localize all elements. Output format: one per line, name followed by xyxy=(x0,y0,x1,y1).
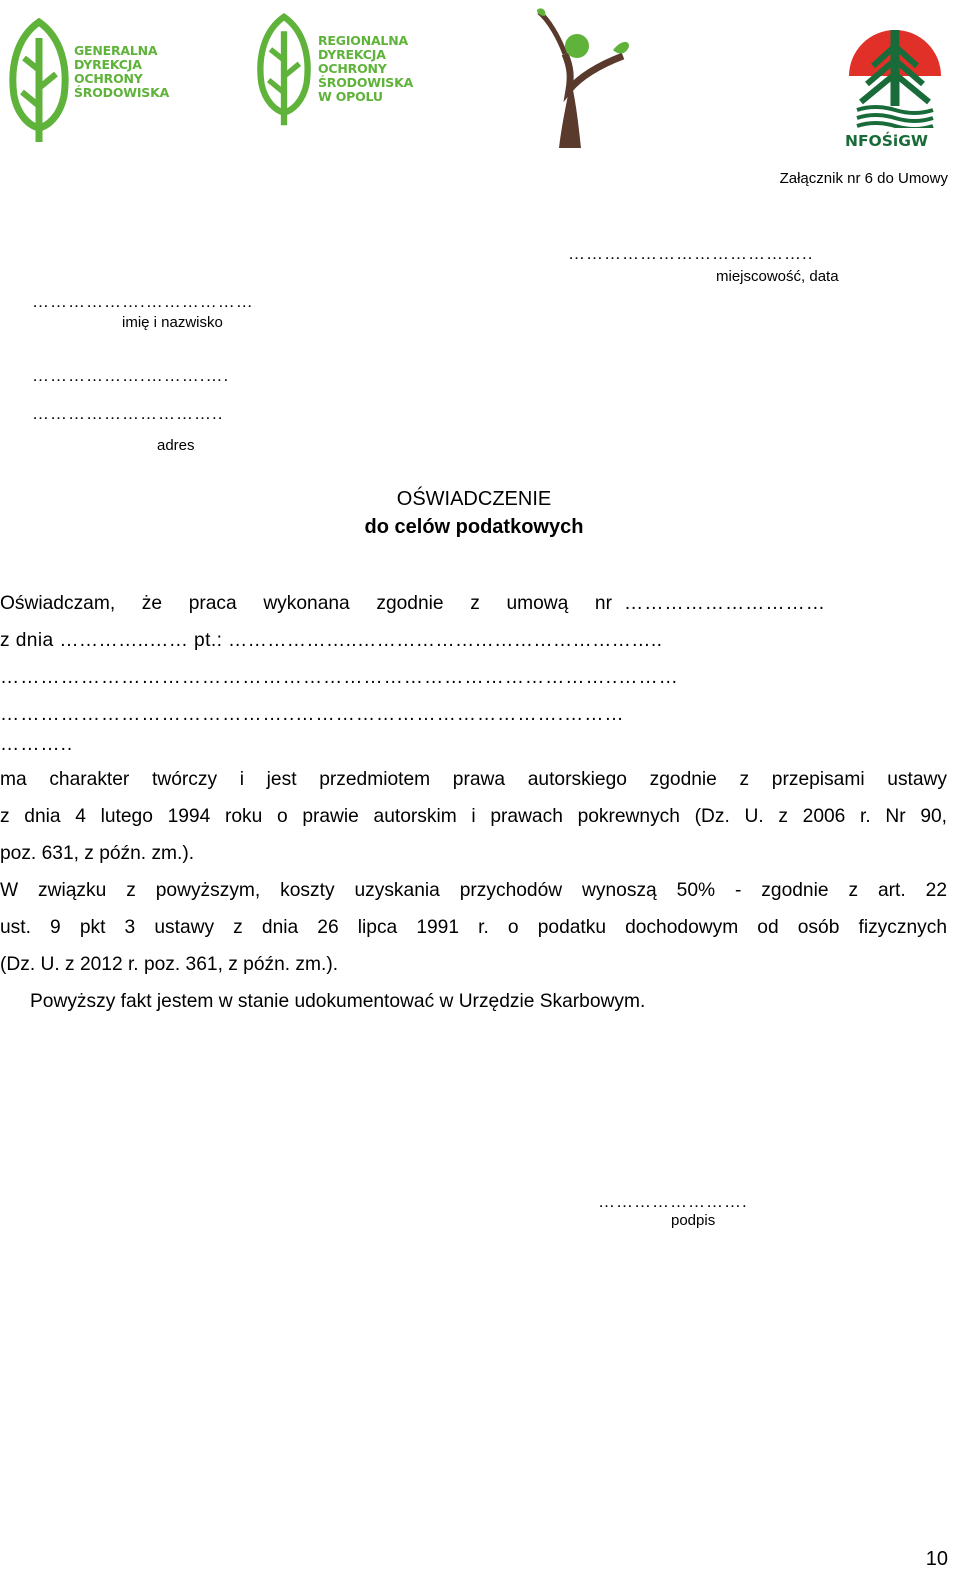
title-dots-line-1: ………………………………………………………………………………..……… xyxy=(0,667,679,688)
address-dots-1: ……………….……….…. xyxy=(32,366,230,385)
paragraph-1-line-1: ma charakter twórczy i jest przedmiotem prawa autorskiego zgodnie z przepisami ustawy xyxy=(0,769,947,790)
wspieranie-logo xyxy=(535,6,715,154)
contract-number-dots: ………………………… xyxy=(624,593,826,614)
name-label: imię i nazwisko xyxy=(122,314,223,331)
paragraph-1-line-2: z dnia 4 lutego 1994 roku o prawie autorskim i prawach pokrewnych (Dz. U. z 2006 r. Nr 90, xyxy=(0,806,947,827)
attachment-label: Załącznik nr 6 do Umowy xyxy=(779,170,948,187)
signature-dots: ……………………. xyxy=(598,1192,748,1211)
statement-body xyxy=(0,585,947,1020)
gdos-logo xyxy=(8,18,170,146)
statement-line-1 xyxy=(0,585,947,622)
title-dots-line-2: ……………………………………..………………………………….……… xyxy=(0,704,625,725)
title-line-1: OŚWIADCZENIE xyxy=(396,488,552,510)
page-number: 10 xyxy=(925,1548,948,1570)
paragraph-1-line-3: poz. 631, z późn. zm.). xyxy=(0,843,195,864)
paragraph-2-line-3: (Dz. U. z 2012 r. poz. 361, z późn. zm.). xyxy=(0,954,339,975)
nfosigw-logo xyxy=(843,10,947,154)
leaf-icon xyxy=(8,18,70,146)
title-dots-line-3: ……….. xyxy=(0,734,74,755)
name-dots: ……………….……………… xyxy=(32,292,254,311)
address-dots-2: ………………………….. xyxy=(32,404,224,423)
gdos-logo-text: GENERALNA DYREKCJA OCHRONY ŚRODOWISKA xyxy=(74,43,170,100)
address-label: adres xyxy=(157,437,195,454)
paragraph-3: Powyższy fakt jestem w stanie udokumentować w Urzędzie Skarbowym. xyxy=(30,991,646,1012)
signature-label: podpis xyxy=(671,1212,716,1229)
place-date-dots: ………………………………….. xyxy=(568,244,814,263)
contract-date-title-line: z dnia …………..…… pt.: ………………..……………………………………….. xyxy=(0,630,663,651)
paragraph-2-line-1: W związku z powyższym, koszty uzyskania przychodów wynoszą 50% - zgodnie z art. 22 xyxy=(0,880,947,901)
title-line-2: do celów podatkowych xyxy=(364,516,584,538)
paragraph-2-line-2: ust. 9 pkt 3 ustawy z dnia 26 lipca 1991 r. o podatku dochodowym od osób fizycznych xyxy=(0,917,947,938)
nfosigw-logo-text: NFOŚiGW xyxy=(845,132,929,150)
tree-figure-icon xyxy=(535,6,631,152)
leaf-icon xyxy=(256,12,312,130)
document-title xyxy=(0,485,948,541)
rdos-logo xyxy=(256,12,414,132)
nfosigw-emblem-icon xyxy=(843,10,947,128)
place-date-label: miejscowość, data xyxy=(716,268,839,285)
rdos-logo-text: REGIONALNA DYREKCJA OCHRONY ŚRODOWISKA W OPOLU xyxy=(318,33,414,104)
statement-intro: Oświadczam, że praca wykonana zgodnie z umową nr xyxy=(0,593,612,614)
